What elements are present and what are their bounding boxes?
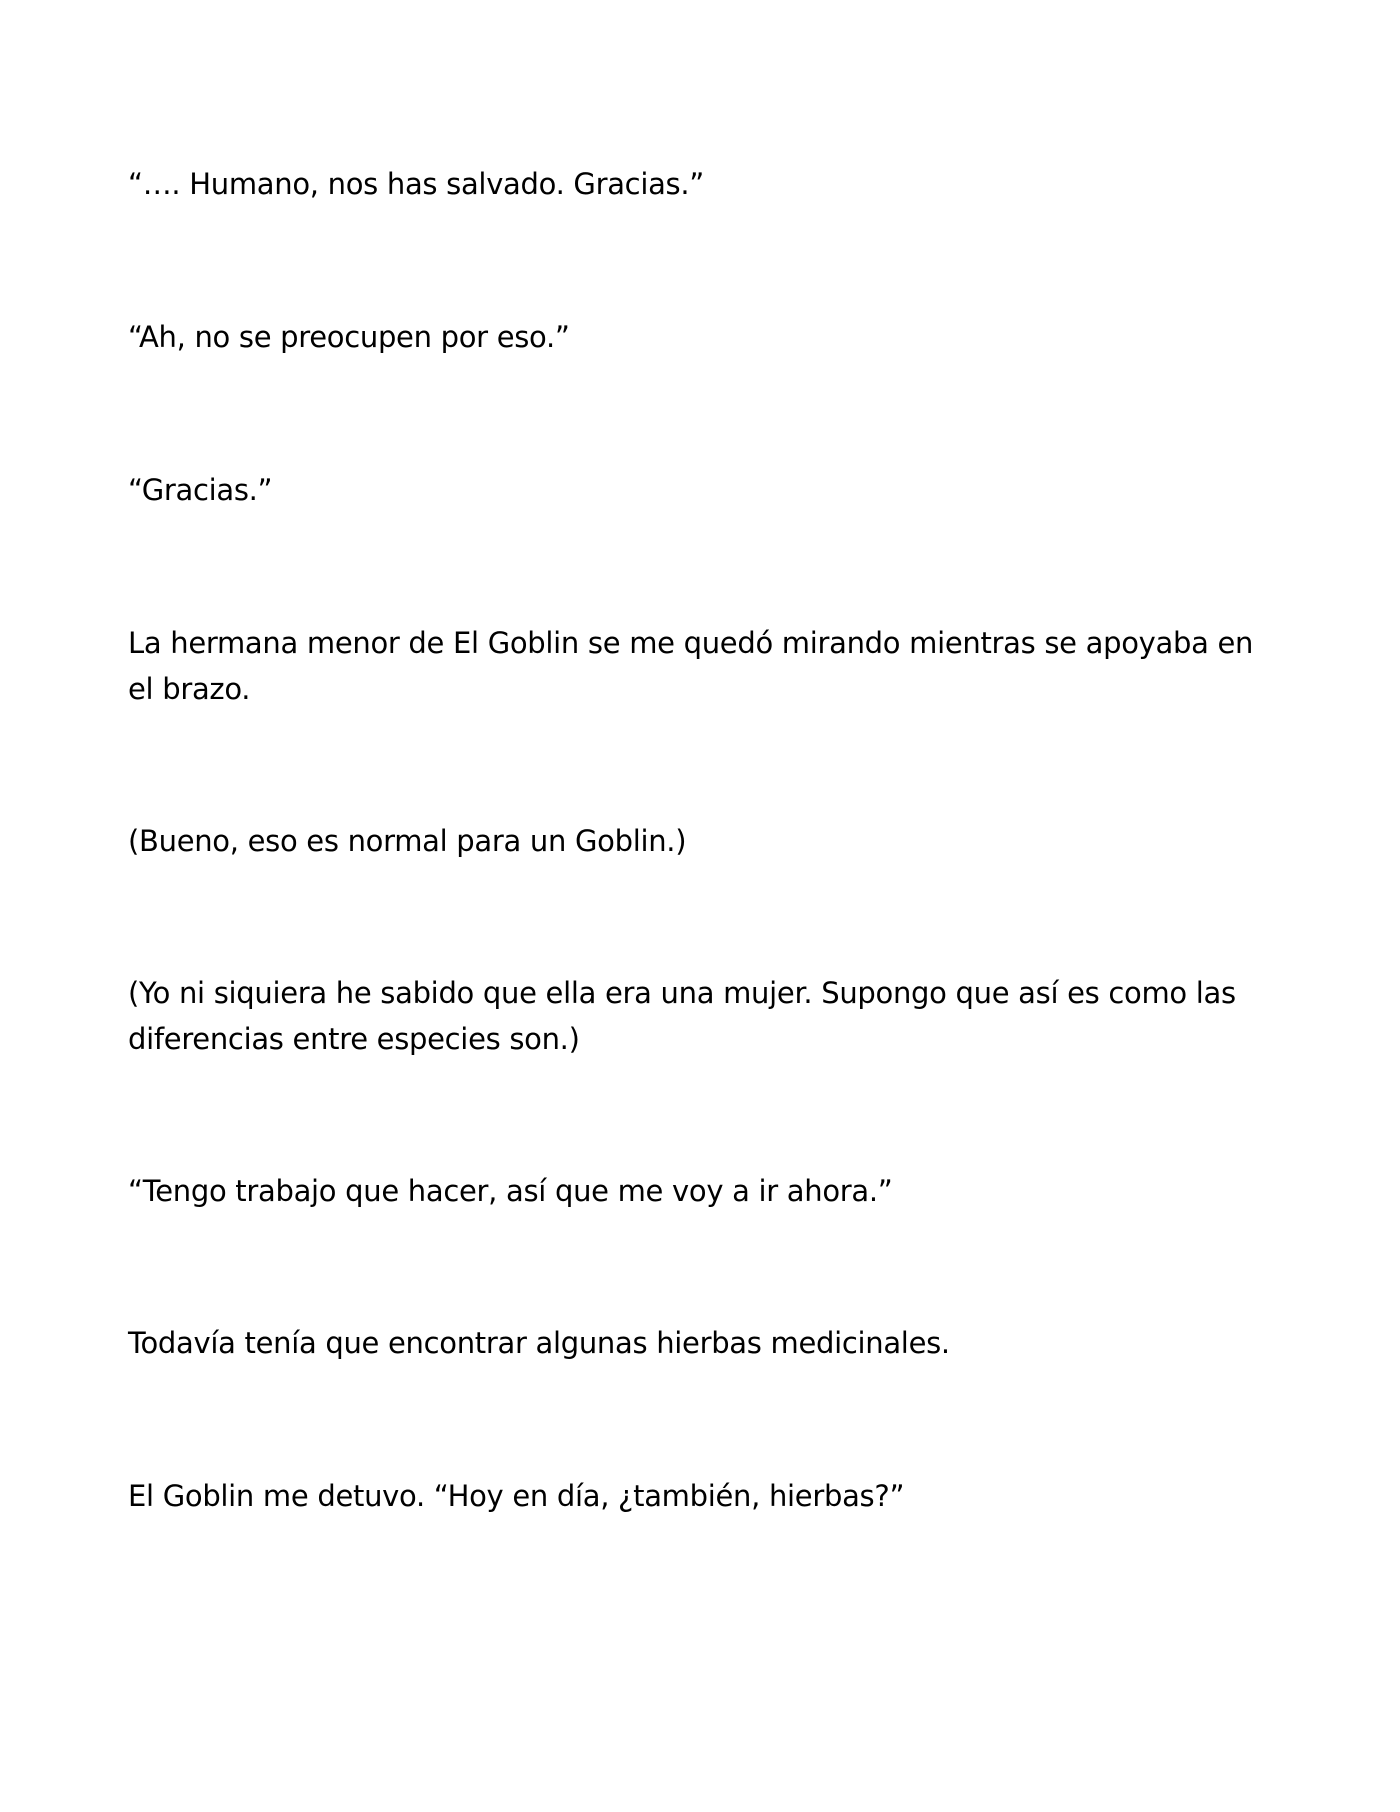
paragraph-5: (Bueno, eso es normal para un Goblin.)	[128, 824, 687, 858]
paragraph-4: La hermana menor de El Goblin se me quedó mirando mientras se apoyaba en el brazo.	[128, 626, 1254, 706]
paragraph-9: El Goblin me detuvo. “Hoy en día, ¿también, hierbas?”	[128, 1479, 905, 1513]
paragraph-7: “Tengo trabajo que hacer, así que me voy a ir ahora.”	[128, 1174, 893, 1208]
paragraph-2: “Ah, no se preocupen por eso.”	[128, 320, 570, 354]
paragraph-6: (Yo ni siquiera he sabido que ella era una mujer. Supongo que así es como las diferencias entre especies son.)	[128, 976, 1236, 1056]
paragraph-1: “…. Humano, nos has salvado. Gracias.”	[128, 167, 704, 201]
paragraph-3: “Gracias.”	[128, 473, 273, 507]
paragraph-8: Todavía tenía que encontrar algunas hierbas medicinales.	[128, 1326, 950, 1360]
